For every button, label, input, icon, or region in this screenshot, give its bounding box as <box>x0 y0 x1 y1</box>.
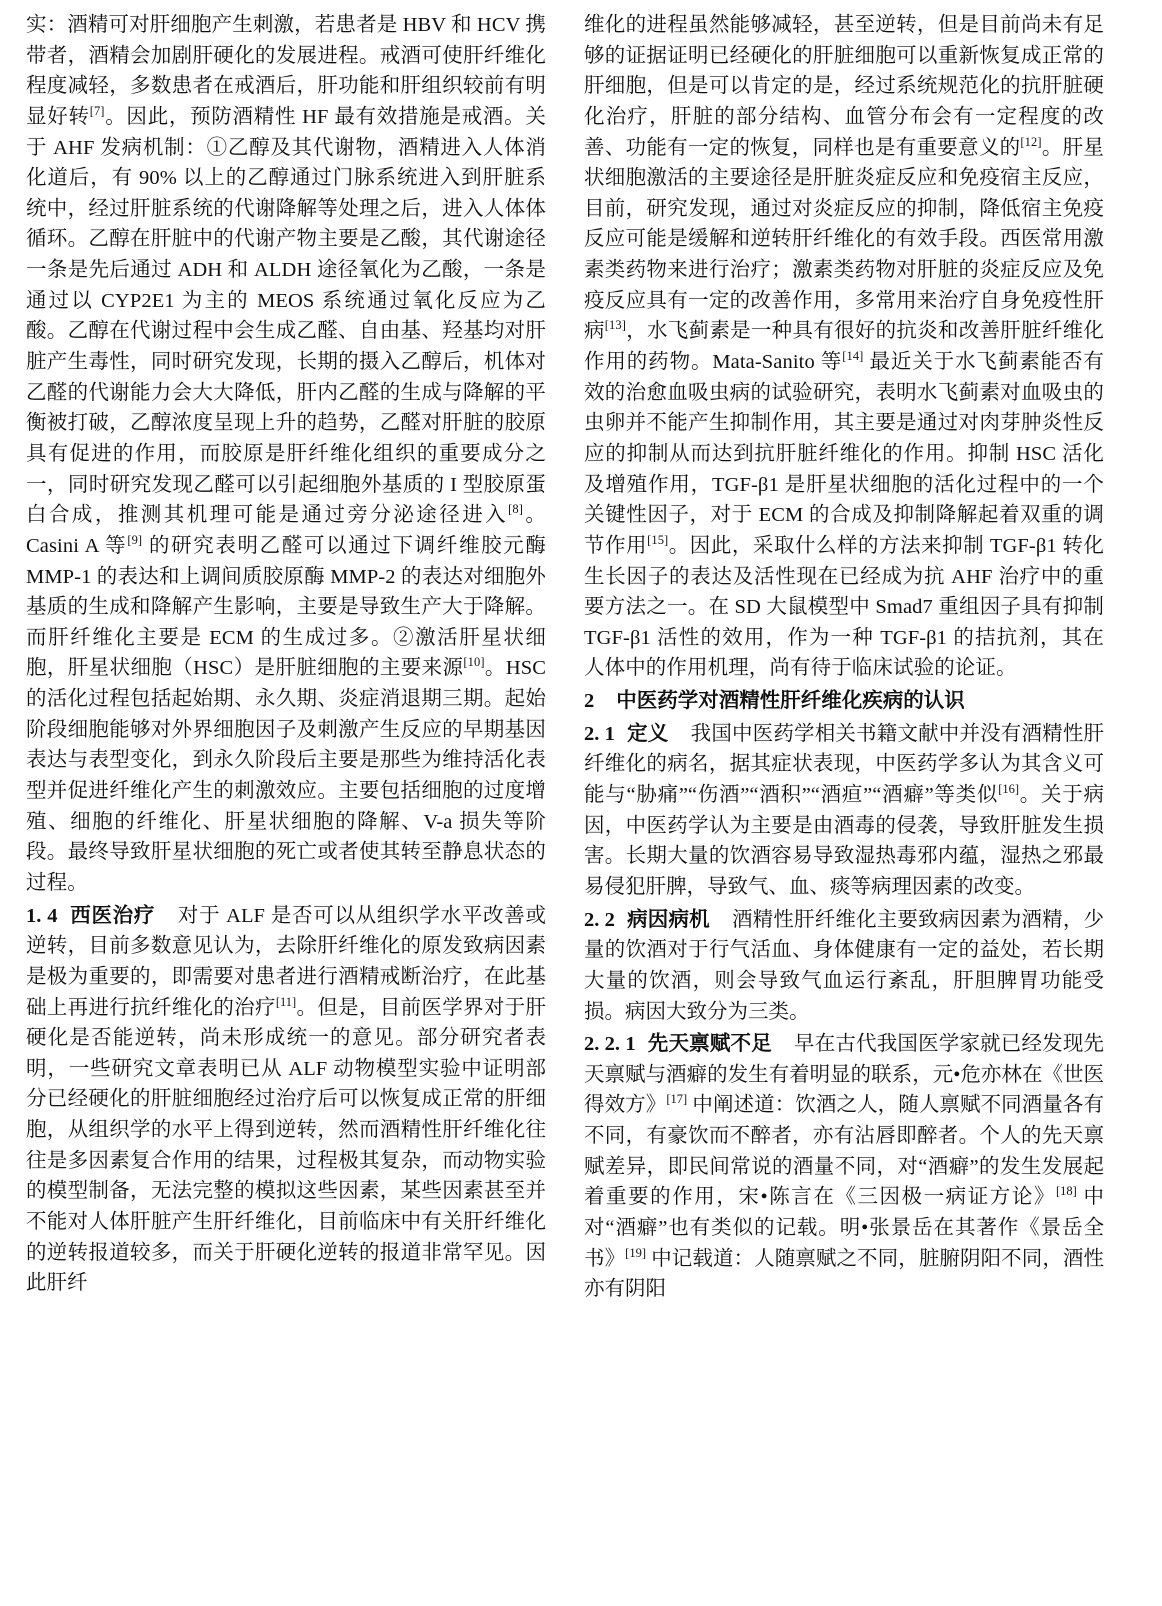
section-body: 对于 ALF 是否可以从组织学水平改善或逆转，目前多数意见认为，去除肝纤维化的原发致病因素是极为重要的，即需要对患者进行酒精戒断治疗，在此基础上再进行抗纤维化的治疗[11]。但是，目前医学界对于肝硬化是否能逆转，尚未形成统一的意见。部分研究者表明，一些研究文章表明已从 ALF 动物模型实验中证明部分已经硬化的肝脏细胞经过治疗后可以恢复成正常的肝细胞，从组织学的水平上得到逆转，然而酒精性肝纤维化往往是多因素复合作用的结果，过程极其复杂，而动物实验的模型制备，无法完整的模拟这些因素，某些因素甚至并不能对人体肝脏产生肝纤维化，目前临床中有关肝纤维化的逆转报道较多，而关于肝硬化逆转的报道非常罕见。因此肝纤 <box>26 904 547 1295</box>
section-body: 早在古代我国医学家就已经发现先天禀赋与酒癖的发生有着明显的联系，元•危亦林在《世医得效方》[17] 中阐述道：饮酒之人，随人禀赋不同酒量各有不同，有豪饮而不醉者，亦有沾唇即醉者。个人的先天禀赋差异，即民间常说的酒量不同，对“酒癖”的发生发展起着重要的作用，宋•陈言在《三因极一病证方论》[18] 中对“酒癖”也有类似的记载。明•张景岳在其著作《景岳全书》[19] 中记载道：人随禀赋之不同，脏腑阴阳不同，酒性亦有阴阳 <box>584 1033 1105 1301</box>
section-title: 定义 <box>626 722 669 745</box>
section-number: 2. 1 <box>584 722 615 745</box>
section-number: 2 <box>584 690 595 713</box>
section-number: 2. 2. 1 <box>584 1033 636 1056</box>
section-heading-2-2 <box>584 905 1104 1028</box>
left-column <box>26 10 546 1598</box>
section-body: 我国中医药学相关书籍文献中并没有酒精性肝纤维化的病名，据其症状表现，中医药学多认为其含义可能与“胁痛”“伤酒”“酒积”“酒疸”“酒癖”等类似[16]。关于病因，中医药学认为主要是由酒毒的侵袭，导致肝脏发生损害。长期大量的饮酒容易导致湿热毒邪内蕴，湿热之邪最易侵犯肝脾，导致气、血、痰等病理因素的改变。 <box>584 722 1105 898</box>
section-title: 西医治疗 <box>69 904 156 927</box>
section-number: 2. 2 <box>584 908 615 931</box>
section-title: 先天禀赋不足 <box>647 1033 772 1056</box>
section-title: 中医药学对酒精性肝纤维化疾病的认识 <box>616 690 965 713</box>
two-column-layout <box>26 10 1136 1598</box>
right-column <box>584 10 1104 1598</box>
section-heading-1-4 <box>26 901 546 1299</box>
paragraph: 实：酒精可对肝细胞产生刺激，若患者是 HBV 和 HCV 携带者，酒精会加剧肝硬化的发展进程。戒酒可使肝纤维化程度减轻，多数患者在戒酒后，肝功能和肝组织较前有明显好转[7]。因此，预防酒精性 HF 最有效措施是戒酒。关于 AHF 发病机制：①乙醇及其代谢物，酒精进入人体消化道后，有 90% 以上的乙醇通过门脉系统进入到肝脏系统中，经过肝脏系统的代谢降解等处理之后，进入人体体循环。乙醇在肝脏中的代谢产物主要是乙酸，其代谢途径一条是先后通过 ADH 和 ALDH 途径氧化为乙酸，一条是通过以 CYP2E1 为主的 MEOS 系统通过氧化反应为乙酸。乙醇在代谢过程中会生成乙醛、自由基、羟基均对肝脏产生毒性，同时研究发现，长期的摄入乙醇后，机体对乙醛的代谢能力会大大降低，肝内乙醛的生成与降解的平衡被打破，乙醇浓度呈现上升的趋势，乙醛对肝脏的胶原具有促进的作用，而胶原是肝纤维化组织的重要成分之一，同时研究发现乙醛可以引起细胞外基质的 I 型胶原蛋白合成，推测其机理可能是通过旁分泌途径进入[8]。Casini A 等[9] 的研究表明乙醛可以通过下调纤维胶元酶 MMP-1 的表达和上调间质胶原酶 MMP-2 的表达对细胞外基质的生成和降解产生影响，主要是导致生产大于降解。而肝纤维化主要是 ECM 的生成过多。②激活肝星状细胞，肝星状细胞（HSC）是肝脏细胞的主要来源[10]。HSC 的活化过程包括起始期、永久期、炎症消退期三期。起始阶段细胞能够对外界细胞因子及刺激产生反应的早期基因表达与表型变化，到永久阶段后主要是那些为维持活化表型并促进纤维化产生的刺激效应。主要包括细胞的过度增殖、细胞的纤维化、肝星状细胞的降解、V-a 损失等阶段。最终导致肝星状细胞的死亡或者使其转至静息状态的过程。 <box>26 14 547 894</box>
section-title: 病因病机 <box>626 908 710 931</box>
section-heading-2 <box>584 686 1104 717</box>
section-number: 1. 4 <box>26 904 58 927</box>
section-heading-2-1 <box>584 719 1104 903</box>
section-heading-2-2-1 <box>584 1029 1104 1305</box>
paragraph: 维化的进程虽然能够减轻，甚至逆转，但是目前尚未有足够的证据证明已经硬化的肝脏细胞可以重新恢复成正常的肝细胞，但是可以肯定的是，经过系统规范化的抗肝脏硬化治疗，肝脏的部分结构、血管分布会有一定程度的改善、功能有一定的恢复，同样也是有重要意义的[12]。肝星状细胞激活的主要途径是肝脏炎症反应和免疫宿主反应，目前，研究发现，通过对炎症反应的抑制，降低宿主免疫反应可能是缓解和逆转肝纤维化的有效手段。西医常用激素类药物来进行治疗；激素类药物对肝脏的炎症反应及免疫反应具有一定的改善作用，多常用来治疗自身免疫性肝病[13]，水飞蓟素是一种具有很好的抗炎和改善肝脏纤维化作用的药物。Mata-Sanito 等[14] 最近关于水飞蓟素能否有效的治愈血吸虫病的试验研究，表明水飞蓟素对血吸虫的虫卵并不能产生抑制作用，其主要是通过对肉芽肿炎性反应的抑制从而达到抗肝脏纤维化的作用。抑制 HSC 活化及增殖作用，TGF-β1 是肝星状细胞的活化过程中的一个关键性因子，对于 ECM 的合成及抑制降解起着双重的调节作用[15]。因此，采取什么样的方法来抑制 TGF-β1 转化生长因子的表达及活性现在已经成为抗 AHF 治疗中的重要方法之一。在 SD 大鼠模型中 Smad7 重组因子具有抑制 TGF-β1 活性的效用，作为一种 TGF-β1 的拮抗剂，其在人体中的作用机理，尚有待于临床试验的论证。 <box>584 14 1104 680</box>
section-body: 酒精性肝纤维化主要致病因素为酒精，少量的饮酒对于行气活血、身体健康有一定的益处，若长期大量的饮酒，则会导致气血运行紊乱，肝胆脾胃功能受损。病因大致分为三类。 <box>584 908 1105 1023</box>
